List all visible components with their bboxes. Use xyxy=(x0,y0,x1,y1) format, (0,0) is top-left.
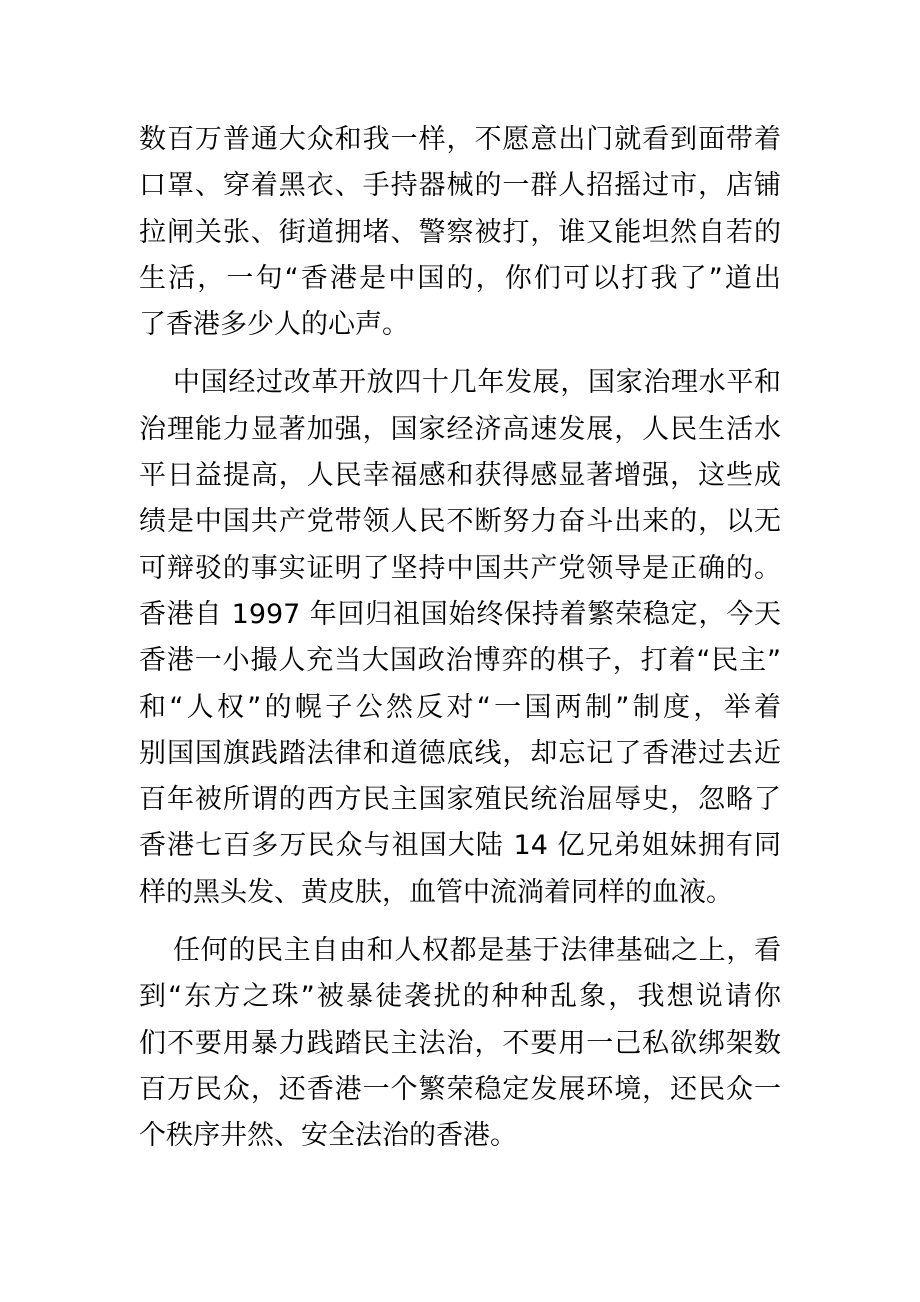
text-line: 香港一小撮人充当大国政治博弈的棋子，打着“民主” xyxy=(139,645,781,677)
text-line: 百万民众，还香港一个繁荣稳定发展环境，还民众一 xyxy=(139,1073,781,1105)
paragraph-3 xyxy=(139,928,781,1159)
text-line: 们不要用暴力践踏民主法治，不要用一己私欲绑架数 xyxy=(139,1027,781,1059)
text-line: 到“东方之珠”被暴徒袭扰的种种乱象，我想说请你 xyxy=(139,981,781,1013)
text-line: 百年被所谓的西方民主国家殖民统治屈辱史，忽略了 xyxy=(139,784,781,816)
text-line: 了香港多少人的心声。 xyxy=(139,309,409,341)
text-line: 任何的民主自由和人权都是基于法律基础之上，看 xyxy=(173,935,781,967)
paragraph-1 xyxy=(139,117,781,348)
text-line: 可辩驳的事实证明了坚持中国共产党领导是正确的。 xyxy=(139,552,781,584)
text-line: 绩是中国共产党带领人民不断努力奋斗出来的，以无 xyxy=(139,506,781,538)
paragraph-2 xyxy=(139,360,781,916)
text-line: 数百万普通大众和我一样，不愿意出门就看到面带着 xyxy=(139,124,781,155)
text-line: 治理能力显著加强，国家经济高速发展，人民生活水 xyxy=(139,413,781,445)
text-line: 生活，一句“香港是中国的，你们可以打我了”道出 xyxy=(139,262,781,294)
text-line: 和“人权”的幌子公然反对“一国两制”制度，举着 xyxy=(139,691,781,723)
text-line: 拉闸关张、街道拥堵、警察被打，谁又能坦然自若的 xyxy=(139,216,781,248)
text-line: 口罩、穿着黑衣、手持器械的一群人招摇过市，店铺 xyxy=(139,170,781,202)
text-line: 中国经过改革开放四十几年发展，国家治理水平和 xyxy=(173,367,781,399)
text-line: 样的黑头发、黄皮肤，血管中流淌着同样的血液。 xyxy=(139,876,733,908)
text-line: 平日益提高，人民幸福感和获得感显著增强，这些成 xyxy=(139,460,781,492)
text-line: 别国国旗践踏法律和道德底线，却忘记了香港过去近 xyxy=(139,737,781,769)
document-page xyxy=(139,117,781,1172)
text-line: 个秩序井然、安全法治的香港。 xyxy=(139,1120,517,1152)
text-line: 香港七百多万民众与祖国大陆 14 亿兄弟姐妹拥有同 xyxy=(139,830,781,862)
text-line: 香港自 1997 年回归祖国始终保持着繁荣稳定，今天 xyxy=(139,598,781,630)
